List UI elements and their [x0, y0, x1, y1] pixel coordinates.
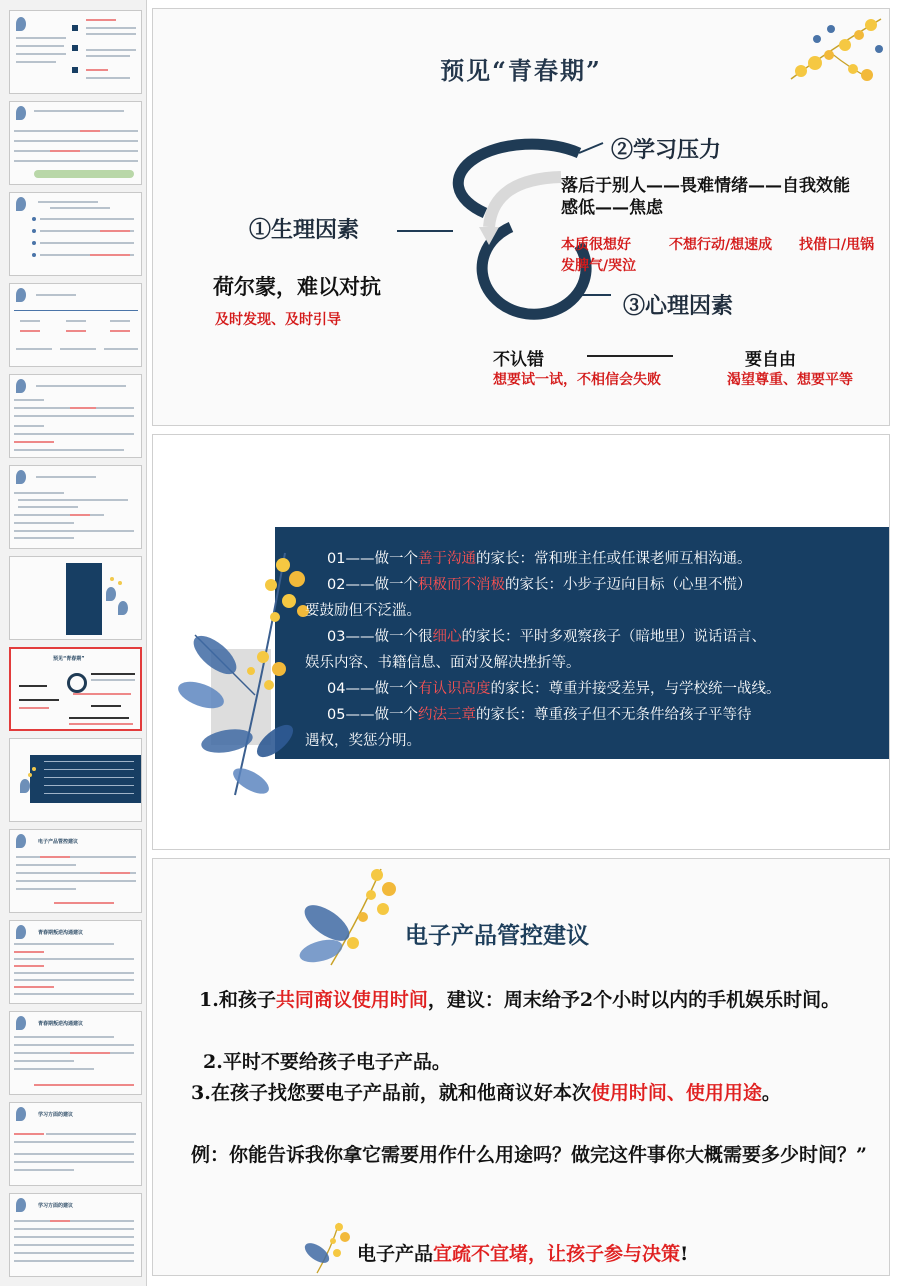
role-line-1: 01——做一个善于沟通的家长：常和班主任或任课老师互相沟通。: [327, 551, 752, 567]
slide-title: 预见“青春期”: [440, 56, 602, 85]
psych-right-note: 渴望尊重、想要平等: [727, 372, 853, 388]
slide-thumbnail-5[interactable]: [9, 374, 142, 458]
slide-thumbnail-panel: [0, 0, 147, 1286]
slide-thumbnail-9[interactable]: [9, 738, 142, 822]
psych-divider: [587, 355, 673, 357]
plant-decoration-icon: [291, 865, 401, 969]
slide-parent-roles[interactable]: [152, 434, 890, 850]
advice-1: 1.和孩子共同商议使用时间，建议：周末给予2个小时以内的手机娱乐时间。: [199, 989, 841, 1011]
slide-thumbnail-6[interactable]: [9, 465, 142, 549]
role-line-5b: 遇权，奖惩分明。: [305, 733, 421, 749]
plant-illustration-icon: [175, 545, 315, 805]
study-note-1: 本质很想好: [561, 237, 631, 253]
role-line-4: 04——做一个有认识高度的家长：尊重并接受差异，与学校统一战线。: [327, 681, 781, 697]
advice-2: 2.平时不要给孩子电子产品。: [203, 1051, 451, 1073]
slide-thumbnail-2[interactable]: [9, 101, 142, 185]
leaf-icon: [16, 17, 26, 31]
slide-thumbnail-12[interactable]: 青春期叛逆沟通建议: [9, 1011, 142, 1095]
role-line-5: 05——做一个约法三章的家长：尊重孩子但不无条件给孩子平等待: [327, 707, 752, 723]
slide-device-control[interactable]: [152, 858, 890, 1276]
physiological-note: 及时发现、及时引导: [215, 312, 341, 328]
flower-small-icon: [299, 1219, 355, 1275]
study-note-4: 发脾气/哭泣: [561, 258, 637, 274]
advice-example: 例：你能告诉我你拿它需要用作什么用途吗？做完这件事你大概需要多少时间？”: [191, 1144, 867, 1166]
role-line-2: 02——做一个积极而不消极的家长：小步子迈向目标（心里不慌）: [327, 577, 752, 593]
slide-thumbnail-11[interactable]: 青春期叛逆沟通建议: [9, 920, 142, 1004]
slide-thumbnail-7[interactable]: [9, 556, 142, 640]
slide-thumbnail-14[interactable]: 学习方面的建议: [9, 1193, 142, 1277]
psychological-heading: ③心理因素: [623, 293, 734, 319]
slide-title: 电子产品管控建议: [405, 922, 589, 949]
psych-left-note: 想要试一试，不相信会失败: [493, 372, 661, 388]
study-note-2: 不想行动/想速成: [669, 237, 773, 253]
slide-thumbnail-8[interactable]: 预见“青春期”: [9, 647, 142, 731]
slide-thumbnail-4[interactable]: [9, 283, 142, 367]
physiological-heading: ①生理因素: [249, 217, 360, 243]
study-pressure-heading: ②学习压力: [611, 137, 722, 163]
study-note-3: 找借口/甩锅: [799, 237, 875, 253]
role-line-3: 03——做一个很细心的家长：平时多观察孩子（暗地里）说话语言、: [327, 629, 766, 645]
slide-thumbnail-3[interactable]: [9, 192, 142, 276]
psych-left: 不认错: [493, 350, 544, 370]
physiological-line: 荷尔蒙，难以对抗: [213, 275, 381, 299]
study-pressure-line2: 感低——焦虑: [561, 198, 663, 218]
slide-thumbnail-1[interactable]: [9, 10, 142, 94]
study-pressure-line1: 落后于别人——畏难情绪——自我效能: [561, 176, 850, 196]
slide-thumbnail-10[interactable]: 电子产品管控建议: [9, 829, 142, 913]
role-line-3b: 娱乐内容、书籍信息、面对及解决挫折等。: [305, 655, 581, 671]
psych-right: 要自由: [745, 350, 796, 370]
slide-thumbnail-13[interactable]: 学习方面的建议: [9, 1102, 142, 1186]
summary-line: 电子产品宜疏不宜堵，让孩子参与决策!: [357, 1243, 689, 1265]
role-line-2b: 要鼓励但不泛滥。: [305, 603, 421, 619]
advice-3: 3.在孩子找您要电子产品前，就和他商议好本次使用时间、使用用途。: [191, 1082, 781, 1104]
slide-adolescence-preview[interactable]: [152, 8, 890, 426]
